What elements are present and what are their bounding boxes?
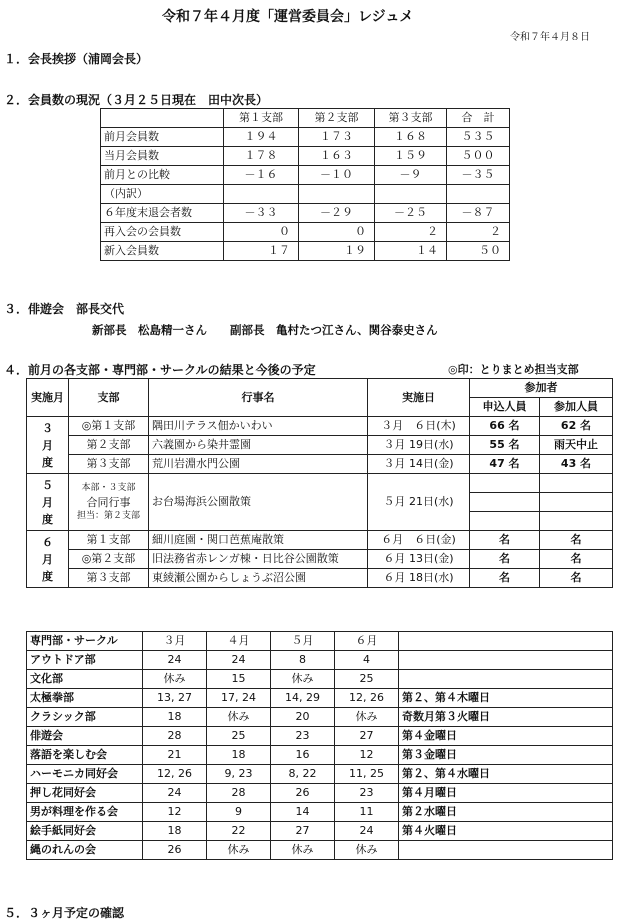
circle-row bbox=[27, 708, 613, 727]
event-branch: ◎第１支部 bbox=[69, 417, 149, 436]
circle-schedule bbox=[399, 841, 613, 860]
members-cell: －８７ bbox=[447, 204, 510, 223]
event-row bbox=[27, 417, 613, 436]
event-branch-joint bbox=[69, 474, 149, 531]
circle-schedule: 第４月曜日 bbox=[399, 784, 613, 803]
members-header-cell: 第３支部 bbox=[375, 109, 447, 128]
joint-branches: 本部・３支部 bbox=[81, 482, 136, 493]
event-applied: 55 名 bbox=[470, 436, 540, 455]
circle-month-value: 21 bbox=[143, 746, 207, 765]
members-row bbox=[101, 166, 510, 185]
circle-month-value: 9, 23 bbox=[207, 765, 271, 784]
circle-month-value: 18 bbox=[143, 822, 207, 841]
month-cell bbox=[27, 531, 69, 588]
members-row bbox=[101, 223, 510, 242]
event-branch: 第３支部 bbox=[69, 569, 149, 588]
membership-table bbox=[100, 108, 510, 261]
circle-month-value: 15 bbox=[207, 670, 271, 689]
members-row-label: 当月会員数 bbox=[101, 147, 224, 166]
circle-month-value: 8 bbox=[271, 651, 335, 670]
members-header-cell: 第１支部 bbox=[224, 109, 299, 128]
section-3-heading: ３．俳遊会 部長交代 bbox=[4, 302, 125, 316]
circle-name: 俳遊会 bbox=[27, 727, 143, 746]
event-attended: 62 名 bbox=[540, 417, 613, 436]
circle-row bbox=[27, 651, 613, 670]
circles-header-row bbox=[27, 632, 613, 651]
circle-schedule: 第４金曜日 bbox=[399, 727, 613, 746]
members-cell: －３５ bbox=[447, 166, 510, 185]
event-branch: 第１支部 bbox=[69, 531, 149, 550]
month-char: ６ bbox=[42, 535, 53, 549]
event-row bbox=[27, 569, 613, 588]
members-row bbox=[101, 185, 510, 204]
event-branch: ◎第２支部 bbox=[69, 550, 149, 569]
members-row-label: 新入会員数 bbox=[101, 242, 224, 261]
circle-month-value: 18 bbox=[143, 708, 207, 727]
event-name: 隅田川テラス佃かいわい bbox=[149, 417, 368, 436]
circle-month-value: 休み bbox=[207, 708, 271, 727]
month-cell bbox=[27, 417, 69, 474]
members-header-cell: 第２支部 bbox=[299, 109, 375, 128]
event-row bbox=[27, 531, 613, 550]
month-char: 月 bbox=[42, 438, 53, 452]
circle-row bbox=[27, 670, 613, 689]
event-date: ５月 21日(水) bbox=[368, 474, 470, 531]
event-attended-empty bbox=[540, 512, 613, 531]
event-attended: 43 名 bbox=[540, 455, 613, 474]
members-cell: １７３ bbox=[299, 128, 375, 147]
members-cell bbox=[375, 185, 447, 204]
event-applied-empty bbox=[470, 493, 540, 512]
event-name: 旧法務省赤レンガ棟・日比谷公園散策 bbox=[149, 550, 368, 569]
circles-header-cell: ３月 bbox=[143, 632, 207, 651]
members-row-label: ６年度末退会者数 bbox=[101, 204, 224, 223]
members-cell: １６３ bbox=[299, 147, 375, 166]
event-applied: 名 bbox=[470, 531, 540, 550]
circle-name: 落語を楽しむ会 bbox=[27, 746, 143, 765]
circles-header-cell: ４月 bbox=[207, 632, 271, 651]
circle-schedule: 第２水曜日 bbox=[399, 803, 613, 822]
circle-month-value: 14, 29 bbox=[271, 689, 335, 708]
event-attended: 雨天中止 bbox=[540, 436, 613, 455]
circle-name: アウトドア部 bbox=[27, 651, 143, 670]
event-date: ６月 18日(水) bbox=[368, 569, 470, 588]
circle-schedule: 奇数月第３火曜日 bbox=[399, 708, 613, 727]
members-cell: １９４ bbox=[224, 128, 299, 147]
event-applied: 名 bbox=[470, 550, 540, 569]
members-cell: －９ bbox=[375, 166, 447, 185]
circle-month-value: 28 bbox=[143, 727, 207, 746]
event-date: ３月 14日(金) bbox=[368, 455, 470, 474]
circle-row bbox=[27, 784, 613, 803]
circle-month-value: 24 bbox=[143, 784, 207, 803]
members-row-label: 前月会員数 bbox=[101, 128, 224, 147]
members-cell: －１６ bbox=[224, 166, 299, 185]
circle-month-value: 12, 26 bbox=[335, 689, 399, 708]
circle-month-value: 14 bbox=[271, 803, 335, 822]
members-cell bbox=[224, 185, 299, 204]
members-cell: ５３５ bbox=[447, 128, 510, 147]
header-attended: 参加人員 bbox=[540, 398, 613, 417]
circle-month-value: 20 bbox=[271, 708, 335, 727]
event-attended: 名 bbox=[540, 569, 613, 588]
event-name: 東綾瀬公園からしょうぶ沼公園 bbox=[149, 569, 368, 588]
members-row-label: （内訳） bbox=[101, 185, 224, 204]
month-char: 度 bbox=[42, 512, 53, 526]
circle-month-value: 24 bbox=[143, 651, 207, 670]
circle-month-value: 25 bbox=[335, 670, 399, 689]
section-1-heading: １．会長挨拶（浦岡会長） bbox=[4, 52, 149, 66]
circle-month-value: 8, 22 bbox=[271, 765, 335, 784]
circle-month-value: 25 bbox=[207, 727, 271, 746]
joint-host: 担当：第２支部 bbox=[76, 510, 140, 521]
circle-month-value: 12, 26 bbox=[143, 765, 207, 784]
circle-schedule: 第４火曜日 bbox=[399, 822, 613, 841]
circle-month-value: 18 bbox=[207, 746, 271, 765]
circle-row bbox=[27, 803, 613, 822]
event-date: ６月 ６日(金) bbox=[368, 531, 470, 550]
circles-header-cell bbox=[399, 632, 613, 651]
document-title: 令和７年４月度「運営委員会」レジュメ bbox=[162, 9, 414, 25]
circle-row bbox=[27, 822, 613, 841]
circle-schedule: 第２、第４水曜日 bbox=[399, 765, 613, 784]
event-row bbox=[27, 550, 613, 569]
circle-month-value: 11 bbox=[335, 803, 399, 822]
members-cell: ２ bbox=[447, 223, 510, 242]
members-header-cell bbox=[101, 109, 224, 128]
circle-schedule bbox=[399, 651, 613, 670]
members-cell: －２５ bbox=[375, 204, 447, 223]
members-row bbox=[101, 128, 510, 147]
event-branch: 第２支部 bbox=[69, 436, 149, 455]
circle-row bbox=[27, 727, 613, 746]
circle-row bbox=[27, 841, 613, 860]
header-participants: 参加者 bbox=[470, 379, 613, 398]
members-row bbox=[101, 204, 510, 223]
event-applied-empty bbox=[470, 474, 540, 493]
members-cell bbox=[447, 185, 510, 204]
members-cell: －３３ bbox=[224, 204, 299, 223]
members-cell: １９ bbox=[299, 242, 375, 261]
event-attended-empty bbox=[540, 493, 613, 512]
month-char: 月 bbox=[42, 495, 53, 509]
members-row-label: 前月との比較 bbox=[101, 166, 224, 185]
members-cell bbox=[299, 185, 375, 204]
event-applied: 66 名 bbox=[470, 417, 540, 436]
month-char: ５ bbox=[42, 478, 53, 492]
circle-name: 押し花同好会 bbox=[27, 784, 143, 803]
circle-month-value: 22 bbox=[207, 822, 271, 841]
members-cell: ５０ bbox=[447, 242, 510, 261]
circle-month-value: 23 bbox=[271, 727, 335, 746]
header-event: 行事名 bbox=[149, 379, 368, 417]
circle-name: 男が料理を作る会 bbox=[27, 803, 143, 822]
month-cell bbox=[27, 474, 69, 531]
month-char: ３ bbox=[42, 421, 53, 435]
circle-month-value: 26 bbox=[143, 841, 207, 860]
members-header-row bbox=[101, 109, 510, 128]
circle-month-value: 休み bbox=[335, 708, 399, 727]
circle-row bbox=[27, 746, 613, 765]
event-name: 荒川岩淵水門公園 bbox=[149, 455, 368, 474]
event-name: 六義園から染井霊園 bbox=[149, 436, 368, 455]
event-branch: 第３支部 bbox=[69, 455, 149, 474]
coordinator-note: ◎印：とりまとめ担当支部 bbox=[448, 363, 579, 376]
circle-row bbox=[27, 689, 613, 708]
circle-schedule bbox=[399, 670, 613, 689]
circle-name: 縄のれんの会 bbox=[27, 841, 143, 860]
members-row bbox=[101, 147, 510, 166]
members-cell: １７８ bbox=[224, 147, 299, 166]
circle-name: 太極拳部 bbox=[27, 689, 143, 708]
event-name: 細川庭園・関口芭蕉庵散策 bbox=[149, 531, 368, 550]
section-4-heading: ４．前月の各支部・専門部・サークルの結果と今後の予定 bbox=[4, 363, 316, 377]
event-row bbox=[27, 455, 613, 474]
members-cell: ５００ bbox=[447, 147, 510, 166]
circle-month-value: 休み bbox=[143, 670, 207, 689]
circles-header-cell: ６月 bbox=[335, 632, 399, 651]
section-2-heading: ２．会員数の現況（３月２５日現在 田中次長） bbox=[4, 93, 269, 107]
members-row-label: 再入会の会員数 bbox=[101, 223, 224, 242]
members-header-cell: 合 計 bbox=[447, 109, 510, 128]
circle-month-value: 28 bbox=[207, 784, 271, 803]
members-cell: １５９ bbox=[375, 147, 447, 166]
circle-month-value: 27 bbox=[335, 727, 399, 746]
members-cell: １６８ bbox=[375, 128, 447, 147]
header-month-text: 実施月 bbox=[31, 390, 64, 404]
month-char: 度 bbox=[42, 569, 53, 583]
event-applied-empty bbox=[470, 512, 540, 531]
header-date: 実施日 bbox=[368, 379, 470, 417]
circle-name: 絵手紙同好会 bbox=[27, 822, 143, 841]
month-char: 月 bbox=[42, 552, 53, 566]
circle-month-value: 休み bbox=[335, 841, 399, 860]
header-month bbox=[27, 379, 69, 417]
circle-month-value: 11, 25 bbox=[335, 765, 399, 784]
section-3-detail: 新部長 松島精一さん 副部長 亀村たつ江さん、関谷泰史さん bbox=[92, 323, 438, 337]
event-applied: 47 名 bbox=[470, 455, 540, 474]
circle-month-value: 24 bbox=[335, 822, 399, 841]
document-date: 令和７年４月８日 bbox=[510, 32, 590, 43]
members-cell: １７ bbox=[224, 242, 299, 261]
event-attended: 名 bbox=[540, 550, 613, 569]
members-cell: １４ bbox=[375, 242, 447, 261]
event-date: ３月 ６日(木) bbox=[368, 417, 470, 436]
event-row bbox=[27, 474, 613, 493]
joint-event-label: 合同行事 bbox=[86, 495, 131, 509]
circle-month-value: 27 bbox=[271, 822, 335, 841]
circle-name: クラシック部 bbox=[27, 708, 143, 727]
month-char: 度 bbox=[42, 455, 53, 469]
section-5-heading: ５．３ヶ月予定の確認 bbox=[4, 906, 125, 920]
members-row bbox=[101, 242, 510, 261]
circle-month-value: 16 bbox=[271, 746, 335, 765]
members-cell: ０ bbox=[299, 223, 375, 242]
members-cell: ０ bbox=[224, 223, 299, 242]
members-cell: ２ bbox=[375, 223, 447, 242]
circles-header-cell: 専門部・サークル bbox=[27, 632, 143, 651]
circle-schedule: 第３金曜日 bbox=[399, 746, 613, 765]
circle-month-value: 9 bbox=[207, 803, 271, 822]
event-attended-empty bbox=[540, 474, 613, 493]
circles-table bbox=[26, 631, 613, 860]
event-attended: 名 bbox=[540, 531, 613, 550]
circles-header-cell: ５月 bbox=[271, 632, 335, 651]
event-date: ６月 13日(金) bbox=[368, 550, 470, 569]
circle-month-value: 4 bbox=[335, 651, 399, 670]
circle-month-value: 24 bbox=[207, 651, 271, 670]
event-row bbox=[27, 436, 613, 455]
header-applied: 申込人員 bbox=[470, 398, 540, 417]
circle-name: 文化部 bbox=[27, 670, 143, 689]
header-branch: 支部 bbox=[69, 379, 149, 417]
circle-name: ハーモニカ同好会 bbox=[27, 765, 143, 784]
events-table bbox=[26, 378, 613, 588]
circle-month-value: 17, 24 bbox=[207, 689, 271, 708]
circle-month-value: 12 bbox=[143, 803, 207, 822]
members-cell: －１０ bbox=[299, 166, 375, 185]
circle-month-value: 26 bbox=[271, 784, 335, 803]
members-cell: －２９ bbox=[299, 204, 375, 223]
circle-month-value: 休み bbox=[207, 841, 271, 860]
circle-month-value: 23 bbox=[335, 784, 399, 803]
event-date: ３月 19日(水) bbox=[368, 436, 470, 455]
event-name: お台場海浜公園散策 bbox=[149, 474, 368, 531]
circle-month-value: 12 bbox=[335, 746, 399, 765]
circle-month-value: 13, 27 bbox=[143, 689, 207, 708]
circle-schedule: 第２、第４木曜日 bbox=[399, 689, 613, 708]
circle-row bbox=[27, 765, 613, 784]
event-applied: 名 bbox=[470, 569, 540, 588]
circle-month-value: 休み bbox=[271, 670, 335, 689]
events-header-row bbox=[27, 379, 613, 398]
circle-month-value: 休み bbox=[271, 841, 335, 860]
